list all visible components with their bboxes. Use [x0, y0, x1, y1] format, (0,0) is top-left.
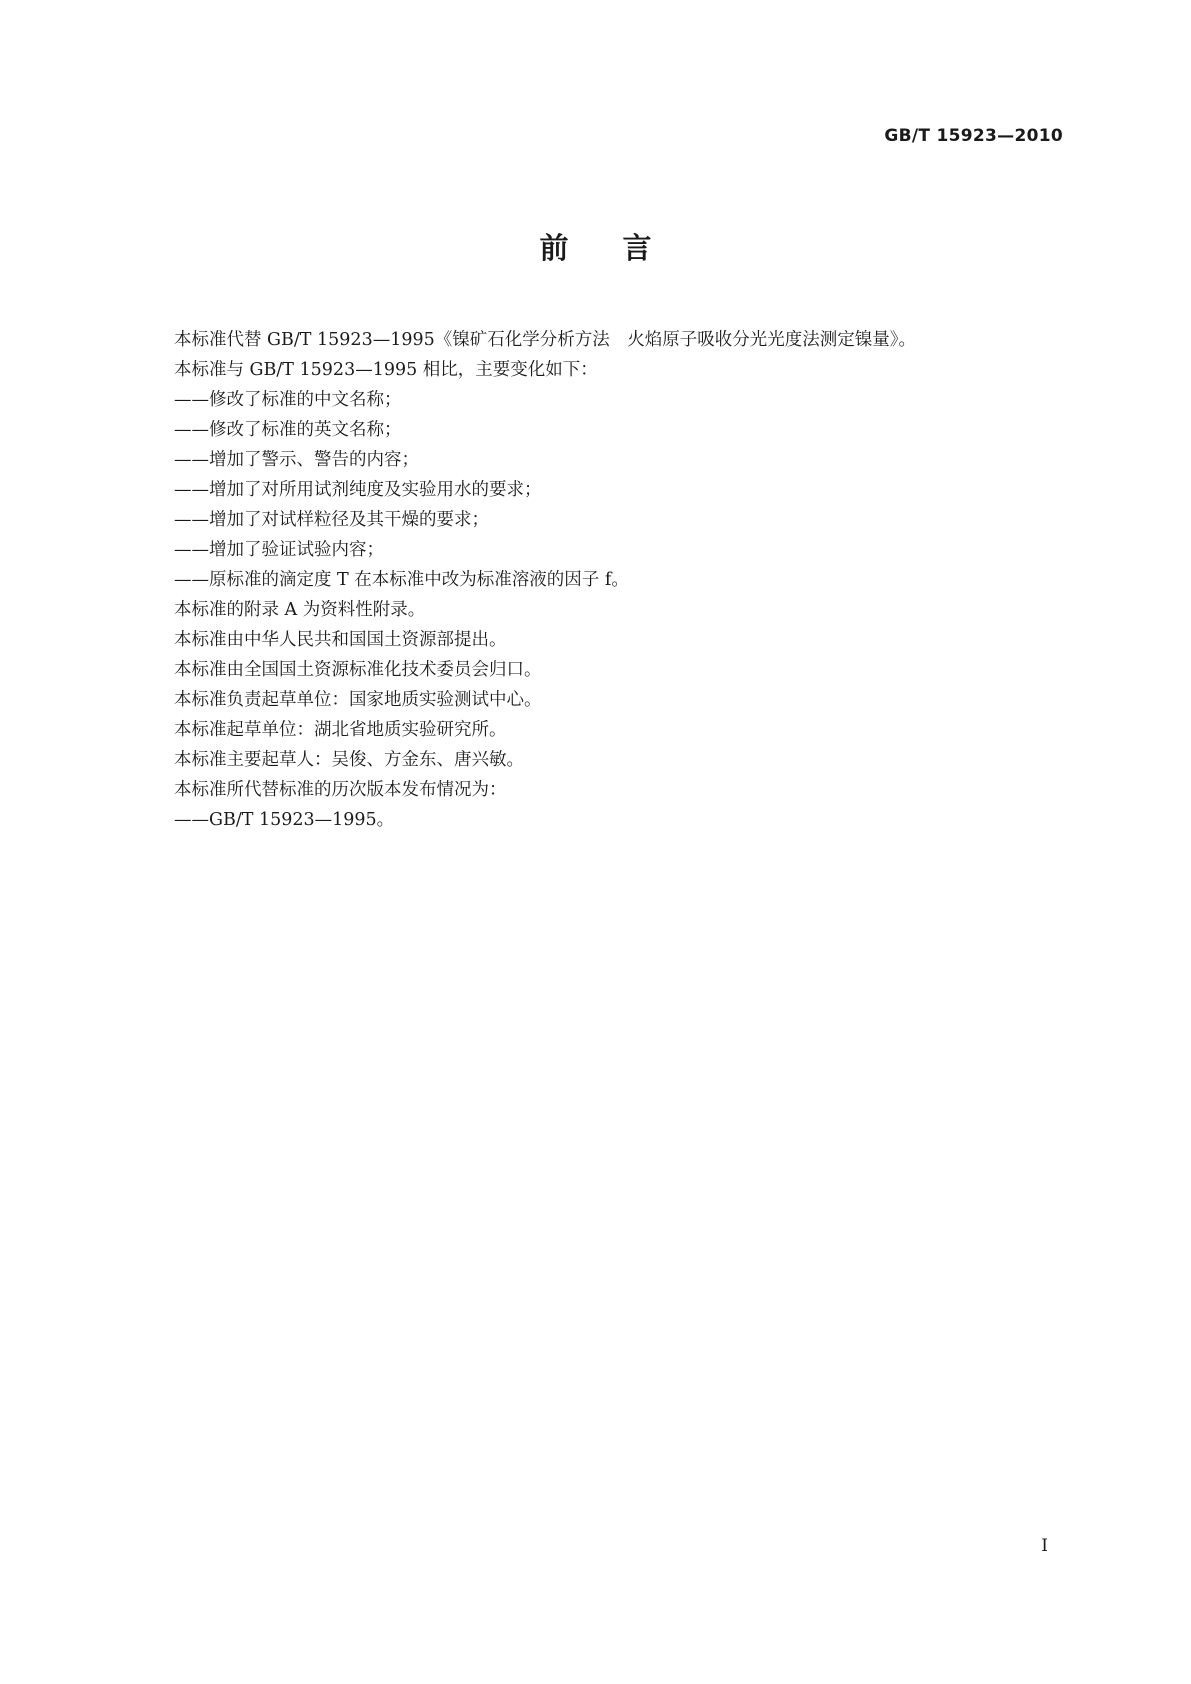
list-item: ——增加了对试样粒径及其干燥的要求； [174, 510, 489, 530]
list-item: ——GB/T 15923—1995。 [174, 810, 395, 830]
paragraph-line: 本标准由全国国土资源标准化技术委员会归口。 [174, 660, 542, 680]
foreword-body [174, 325, 1054, 835]
paragraph-line: 本标准主要起草人：吴俊、方金东、唐兴敏。 [174, 750, 524, 770]
paragraph-line: 本标准由中华人民共和国国土资源部提出。 [174, 630, 507, 650]
list-item: ——增加了对所用试剂纯度及实验用水的要求； [174, 480, 542, 500]
paragraph-line: 本标准负责起草单位：国家地质实验测试中心。 [174, 690, 542, 710]
page-title: 前言 [539, 231, 706, 265]
paragraph-line: 本标准与 GB/T 15923—1995 相比，主要变化如下： [174, 360, 598, 380]
paragraph-line: 本标准的附录 A 为资料性附录。 [174, 600, 426, 620]
page-number: I [1041, 1536, 1048, 1556]
paragraph-line: 本标准起草单位：湖北省地质实验研究所。 [174, 720, 507, 740]
list-item: ——增加了验证试验内容； [174, 540, 384, 560]
paragraph-line: 本标准所代替标准的历次版本发布情况为： [174, 780, 507, 800]
paragraph-line: 本标准代替 GB/T 15923—1995《镍矿石化学分析方法 火焰原子吸收分光光度法测定镍量》。 [174, 330, 916, 350]
list-item: ——修改了标准的英文名称； [174, 420, 402, 440]
list-item: ——原标准的滴定度 T 在本标准中改为标准溶液的因子 f。 [174, 570, 629, 590]
list-item: ——增加了警示、警告的内容； [174, 450, 419, 470]
list-item: ——修改了标准的中文名称； [174, 390, 402, 410]
standard-code: GB/T 15923—2010 [884, 126, 1063, 146]
